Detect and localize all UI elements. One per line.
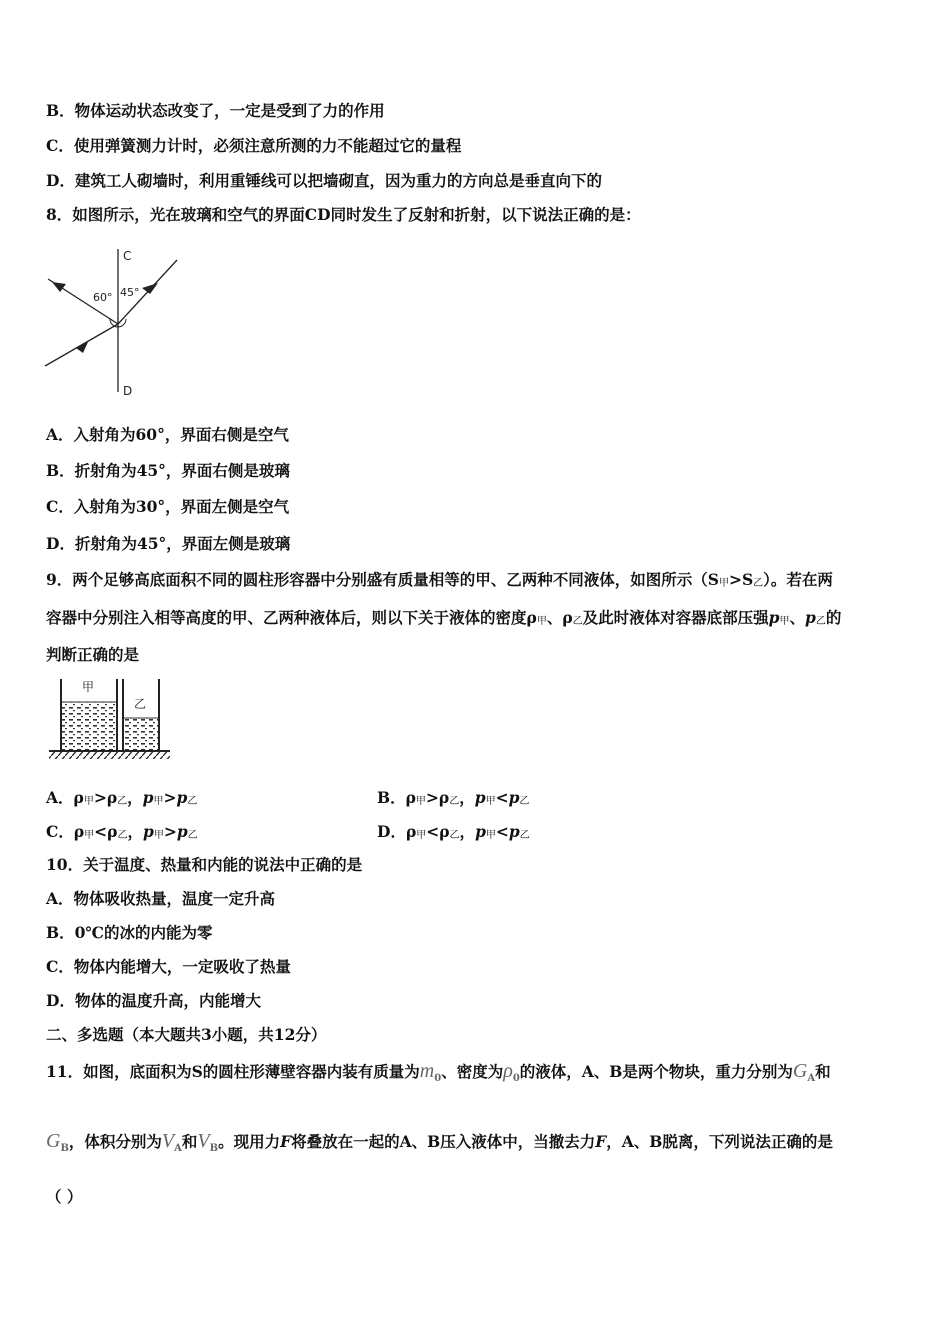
reflected-ray-arrow [52,282,66,292]
q9-option-c: C．ρ甲<ρ乙，p甲>p乙 [46,822,198,841]
q9-option-b: B．ρ甲>ρ乙，p甲<p乙 [377,788,530,807]
liquid-jia [62,702,116,750]
label-d: D [123,384,133,398]
incident-ray-arrow [76,342,88,353]
q10-option-b: B．0℃的冰的内能为零 [46,923,213,942]
angle-45-label: 45° [120,286,140,299]
q8-option-b: B．折射角为45°，界面右侧是玻璃 [46,461,290,480]
q10-option-a: A．物体吸收热量，温度一定升高 [46,889,276,908]
q10-stem: 10．关于温度、热量和内能的说法中正确的是 [46,855,363,874]
q7-option-b: B．物体运动状态改变了，一定是受到了力的作用 [46,101,385,120]
q8-option-a: A．入射角为60°，界面右侧是空气 [46,425,289,444]
q9-stem-line3: 判断正确的是 [46,645,140,664]
q9-stem-line2: 容器中分别注入相等高度的甲、乙两种液体后，则以下关于液体的密度ρ甲、ρ乙及此时液体对容器底部压强p甲、p乙的 [46,608,842,627]
q8-stem: 8．如图所示，光在玻璃和空气的界面CD同时发生了反射和折射，以下说法正确的是： [46,205,641,224]
q10-option-d: D．物体的温度升高，内能增大 [46,991,261,1010]
containers-figure [44,676,174,760]
q11-answer-bracket: （ ） [46,1187,83,1206]
ground-hatch [49,752,170,759]
q11-stem-line2: $G_B$，体积分别为$V_A$和$V_B$。现用力F将叠放在一起的A、B压入液体中，当撤去力F，A、B脱离，下列说法正确的是 [46,1130,833,1154]
q10-option-c: C．物体内能增大，一定吸收了热量 [46,957,291,976]
liquid-yi [124,718,158,750]
q11-stem-line1: 11．如图，底面积为S的圆柱形薄壁容器内装有质量为$m_0$、密度为$\rho_0$的液体，A、B是两个物块，重力分别为$G_A$和 [46,1060,831,1084]
q7-option-d: D．建筑工人砌墙时，利用重锤线可以把墙砌直，因为重力的方向总是垂直向下的 [46,171,602,190]
incident-ray [45,324,118,366]
refracted-ray-arrow [142,283,158,294]
label-jia: 甲 [82,680,95,694]
q8-option-d: D．折射角为45°，界面左侧是玻璃 [46,534,291,553]
q9-stem-line1: 9．两个足够高底面积不同的圆柱形容器中分别盛有质量相等的甲、乙两种不同液体，如图所示（S甲>S乙）。若在两 [46,570,833,589]
q8-option-c: C．入射角为30°，界面左侧是空气 [46,497,290,516]
label-c: C [123,249,132,263]
q9-option-d: D．ρ甲<ρ乙，p甲<p乙 [377,822,530,841]
label-yi: 乙 [134,697,147,711]
section-2-heading: 二、多选题（本大题共3小题，共12分） [46,1025,327,1044]
refraction-figure [40,244,190,399]
q7-option-c: C．使用弹簧测力计时，必须注意所测的力不能超过它的量程 [46,136,462,155]
q9-option-a: A．ρ甲>ρ乙，p甲>p乙 [46,788,198,807]
angle-60-label: 60° [93,291,113,304]
